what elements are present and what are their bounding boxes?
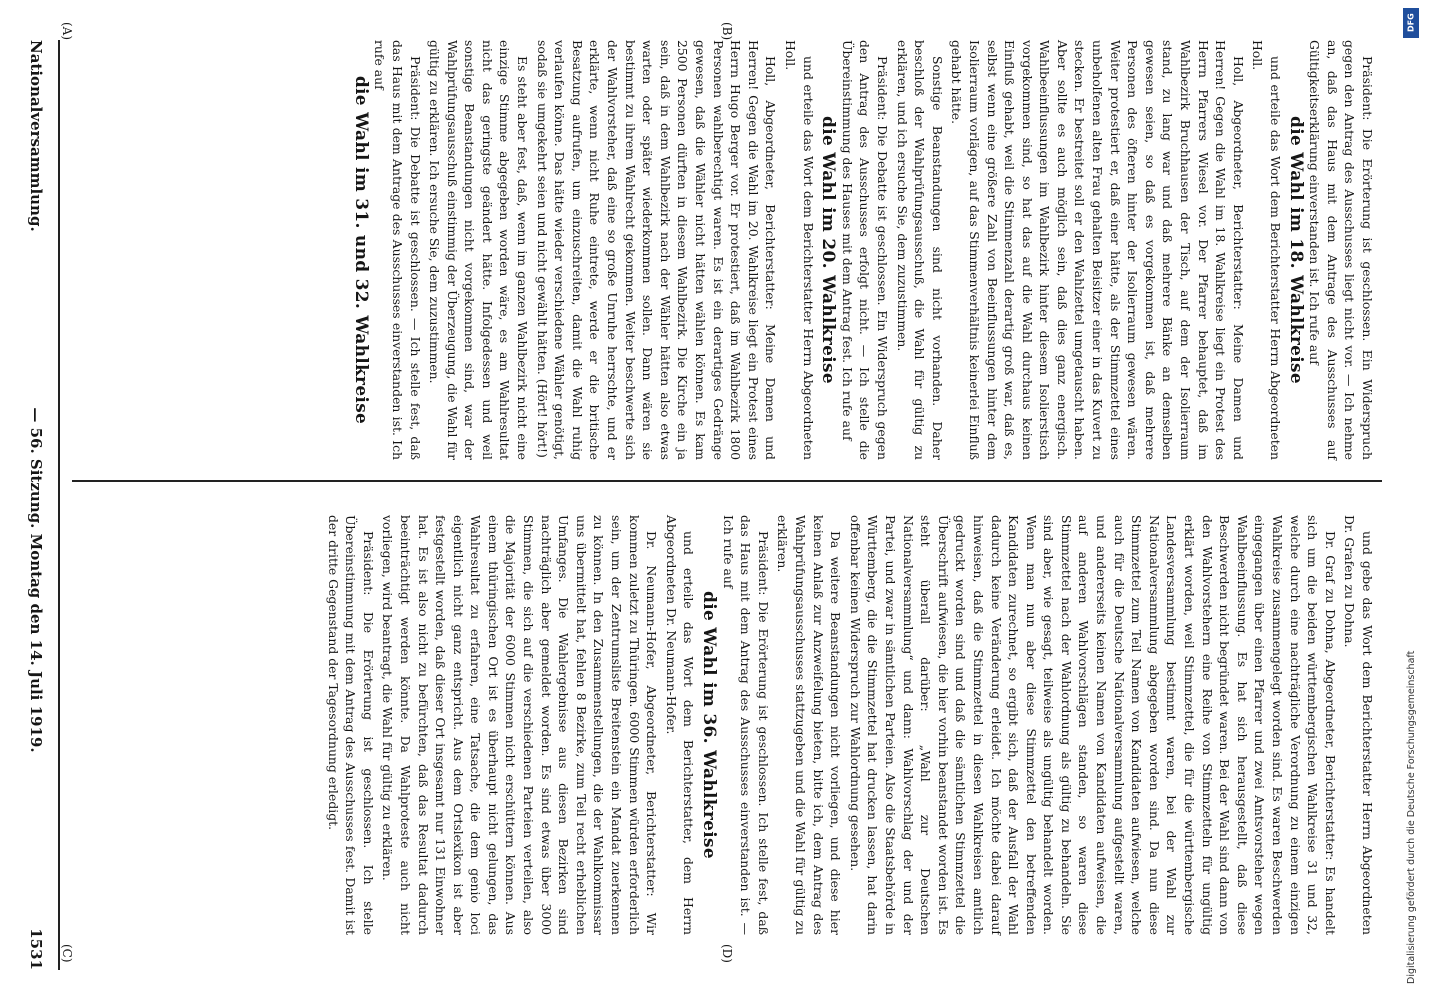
section-heading: die Wahl im 36. Wahlkreise [699, 591, 720, 859]
right-column [76, 515, 1376, 935]
section-heading: die Wahl im 31. und 32. Wahlkreise [350, 75, 371, 425]
paragraph: Dr. Graf zu Dohna, Abgeordneter, Berichterstatter: Es handelt sich um die beiden württembergischen Wahlkreise 31 und 32, welche durch eine nachträgliche Verordnung zu einem einzigen Wahlkreise zusammengelegt worden sind. Es waren Beschwerden eingegangen über einen Pfarrer und zwei Amtsvorsteher wegen Wahlbeeinflussung. Es hat sich herausgestellt, daß diese Beschwerden nicht begründet waren. Bei der Wahl sind dann von den Wahlvorstehern eine Reihe von Stimmzetteln für ungültig erklärt worden, weil Stimmzettel, die für die württembergische Landesversammlung bestimmt waren, bei der Wahl zur Nationalversammlung abgegeben worden sind. Da nun diese Stimmzettel zum Teil Namen von Kandidaten aufwiesen, welche auch für die Deutsche Nationalversammlung aufgestellt waren, und andererseits keinen Namen von Kandidaten aufweisen, die auf anderen Wahlvorschlägen standen, so waren diese Stimmzettel nach der Wahlordnung als gültig zu behandeln. Sie sind aber, wie gesagt, teilweise als ungültig behandelt worden. Wenn man nun aber diese Stimmzettel den betreffenden Kandidaten zurechnet, so ergibt sich, daß der Ausfall der Wahl dadurch keine Veränderung erleidet. Ich möchte dabei darauf hinweisen, daß die Stimmzettel in diesen Wahlkreisen amtlich gedruckt worden sind und daß die sämtlichen Stimmzettel die Überschrift aufwiesen, die hier vorhin beanstandet worden ist. Es steht überall darüber: „Wahl zur Deutschen Nationalversammlung“ und dann: Wahlvorschlag der und der Partei, und zwar in sämtlichen Parteien. Also die Staatsbehörde in Württemberg, die die Stimmzettel hat drucken lassen, hat darin offenbar keinen Widerspruch zur Wahlordnung gesehen. [847, 515, 1338, 935]
digitization-credit [1392, 4, 1430, 994]
paragraph: Präsident: Die Erörterung ist geschlossen. Ein Widerspruch gegen den Antrag des Ausschusses liegt nicht vor. — Ich nehme an, daß das Haus mit dem Antrage des Ausschusses auf Gültigkeitserklärung einverstanden ist. Ich rufe auf [1307, 40, 1375, 460]
marker-b: (B) [720, 22, 734, 41]
paragraph: Holl, Abgeordneter, Berichterstatter: Meine Damen und Herren! Gegen die Wahl im 18. Wahlkreise liegt ein Protest des Herrn Pfarrers Wiesel vor. Der Pfarrer behauptet, daß im Wahlbezirk Bruchhausen der Tisch, auf dem der Isolierraum stand, zu lang war und daß mehrere Bänke an demselben gewesen seien, so daß es vorgekommen ist, daß mehrere Personen des öfteren hinter der Isolierraum gewesen wären. Weiter protestiert er, daß einer hätte, als der Stimmzettel eines unbeholfenen alten Frau gehalten Beisitzer einer in das Kuvert zu stecken. Er bestreitet soll er den Wahlzettel umgetauscht haben. Aber sollte es auch möglich sein, daß dies ganz energisch. Wahlbeeinflussungen im Wahlbezirk hinter diesem Isolierstisch vorgekommen sind, so hat das auf die Wahl durchaus keinen Einfluß gehabt, weil die Stimmenzahl derartig groß war, daß es, selbst wenn eine größere Zahl von Beeinflussungen hinter dem Isolierraum vorlägen, auf das Stimmenverhältnis keinerlei Einfluß gehabt hätte. [949, 40, 1246, 460]
marker-c: (C) [60, 944, 74, 963]
paragraph: Präsident: Die Debatte ist geschlossen. — Ich stelle fest, daß das Haus mit dem Antrage des Ausschusses einverstanden ist. Ich rufe auf [372, 40, 423, 460]
paragraph: und erteile das Wort dem Berichterstatter Herrn Abgeordneten Holl. [1250, 40, 1284, 460]
section-heading: die Wahl im 18. Wahlkreise [1285, 116, 1306, 384]
header-session: — 56. Sitzung. Montag den 14. Juli 1919. [27, 407, 45, 753]
paragraph: Präsident: Die Erörterung ist geschlossen. Ich stelle fest, daß das Haus mit dem Antrag des Ausschusses einverstanden ist. — Ich rufe auf [720, 515, 771, 935]
paragraph: Da weitere Beanstandungen nicht vorliegen, und diese hier keinen Anlaß zur Anzweifelung bieten, bitte ich, dem Antrag des Wahlprüfungsausschusses stattzugeben und die Wahl für gültig zu erklären. [775, 515, 844, 935]
paragraph: Holl, Abgeordneter, Berichterstatter: Meine Damen und Herren! Gegen die Wahl im 20. Wahlkreise liegt ein Protest eines Herrn Hugo Berger vor. Er protestiert, daß im Wahlbezirk 1800 Personen wahlberechtigt waren. Es ist ein derartiges Gedränge gewesen, daß die Wähler nicht hätten wählen können. Es kam 2500 Personen dürften in diesem Wahlbezirk. Die Kirche ein ja sein, daß in dem Wahlbezirk nach der Wähler hätten also etwas warten oder später wiederkommen sollen. Dann wären sie bestimmt zu ihrem Wahlrecht gekommen. Weiter beschwerte sich der Wahlvorsteher, daß eine so große Unruhe herrschte, und er erklärte, wenn nicht Ruhe eintrete, werde er die britische Besatzung aufrufen, um einzuschreiten, damit die Wahl ruhig verlaufen könne. Das hätte wieder verschiedene Wähler genötigt, sodaß sie umgekehrt seien und nicht gewählt hätten. (Hört! hört!) [534, 40, 779, 460]
marker-a: (A) [60, 22, 74, 41]
header-title-left: Nationalversammlung. [27, 40, 45, 232]
paragraph: und erteile das Wort dem Berichterstatter, dem Herrn Abgeordneten Dr. Neumann-Hofer. [663, 515, 697, 935]
paragraph: Präsident: Die Erörterung ist geschlossen. Ich stelle Übereinstimmung mit dem Antrag des Ausschusses fest. Damit ist der dritte Gegenstand der Tagesordnung erledigt. [325, 515, 376, 935]
page-header [16, 40, 56, 970]
paragraph: und erteile das Wort dem Berichterstatter Herrn Abgeordneten Holl. [783, 40, 816, 460]
page-number: 1531 [27, 928, 45, 970]
header-rule [58, 40, 60, 970]
paragraph: Präsident: Die Debatte ist geschlossen. Ein Widerspruch gegen den Antrag des Ausschusses erfolgt nicht. — Ich stelle die Übereinstimmung des Hauses mit dem Antrag fest. Ich rufe auf [839, 40, 890, 460]
paragraph: und gebe das Wort dem Berichterstatter Herrn Abgeordneten Dr. Grafen zu Dohna. [1342, 515, 1375, 935]
paragraph: Sonstige Beanstandungen sind nicht vorhanden. Daher beschloß der Wahlprüfungsausschuß, die Wahl für gültig zu erklären, und ich ersuche Sie, dem zuzustimmen. [894, 40, 945, 460]
credit-text: Digitalisierung gefördert durch die Deutsche Forschungsgemeinschaft [1406, 650, 1417, 984]
column-divider [72, 480, 1382, 482]
marker-d: (D) [720, 944, 734, 963]
dfg-logo: DFG [1403, 8, 1419, 38]
section-heading: die Wahl im 20. Wahlkreise [818, 116, 839, 384]
paragraph: Dr. Neumann-Hofer, Abgeordneter, Berichterstatter: Wir kommen zuletzt zu Thüringen. 6000 Stimmen würden erforderlich sein, um der Zentrumsliste Breitenstein ein Mandat zuerkennen zu können. In den Zusammenstellungen, die der Wahlkommissar uns übermittelt hat, fehlen 8 Bezirke, zum Teil recht erheblichen Umfanges. Die Wahlergebnisse aus diesen Bezirken sind nachträglich aber gemeldet worden. Es sind etwas über 3000 Stimmen, die sich auf die verschiedenen Parteien verteilen, also die Majorität der 6000 Stimmen nicht erschüttern können. Aus einem thüringischen Ort ist es überhaupt nicht gelungen, das Wahlresultat zu erfahren, eine Tatsache, die dem genio loci eigentlich nicht ganz entspricht. Aus dem Ortslexikon ist aber festgestellt worden, daß dieser Ort insgesamt nur 131 Einwohner hat. Es ist also nicht zu befürchten, daß das Resultat dadurch beeinträchtigt werden könnte. Da Wahlproteste auch nicht vorliegen, wird beantragt, die Wahl für gültig zu erklären. [380, 515, 660, 935]
paragraph: Es steht aber fest, daß, wenn im ganzen Wahlbezirk nicht eine einzige Stimme abgegeben worden wäre, es am Wahlresultat nicht das geringste geändert hätte. Infolgedessen und weil sonstige Beanstandungen nicht vorgekommen sind, war der Wahlprüfungsausschuß einstimmig der Überzeugung, die Wahl für gültig zu erklären. Ich ersuche Sie, dem zuzustimmen. [427, 40, 531, 460]
left-column [76, 40, 1376, 460]
